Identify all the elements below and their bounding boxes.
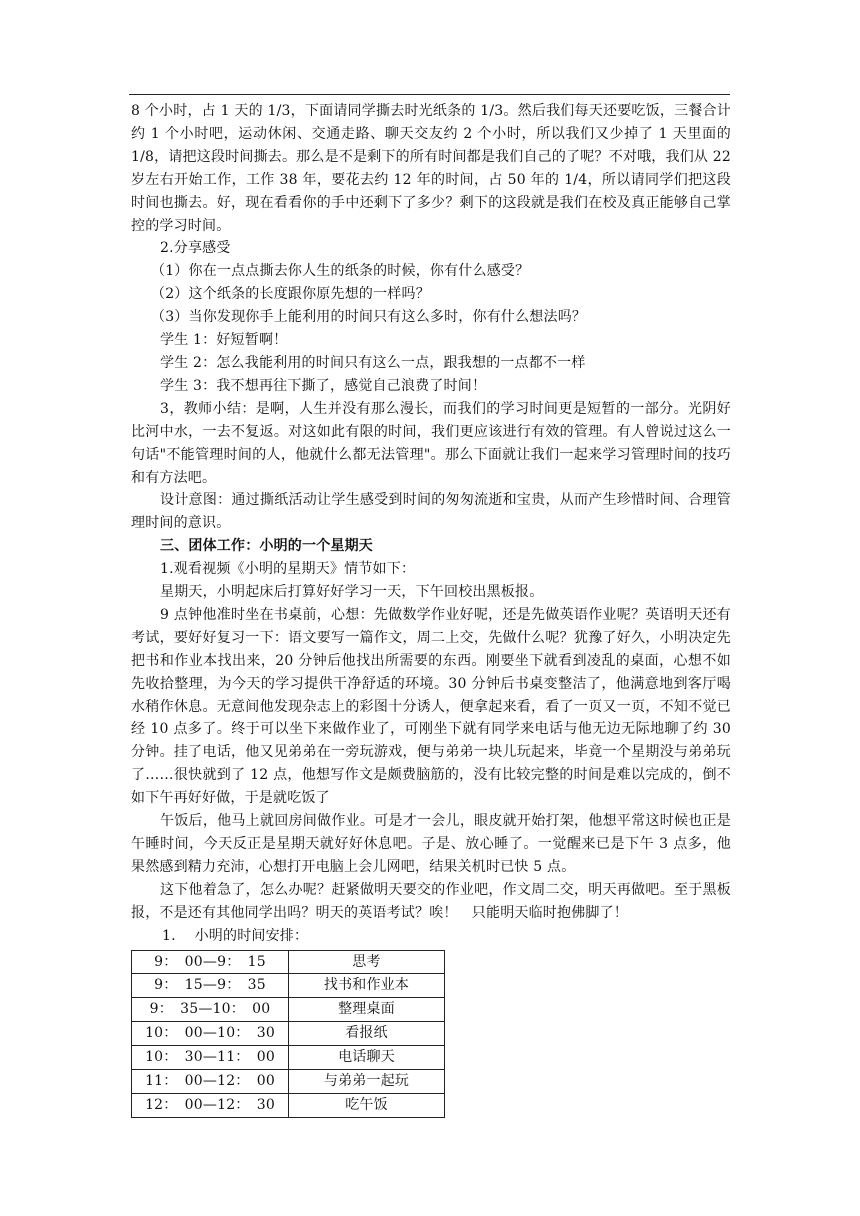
activity-cell: 吃午饭 <box>289 1093 445 1117</box>
paragraph: 8 个小时，占 1 天的 1/3，下面请同学撕去时光纸条的 1/3。然后我们每天还要吃饭，三餐合计约 1 个小时吧，运动休闲、交通走路、聊天交友约 2 个小时，所以我们又少掉了 1 天里面的 1/8，请把这段时间撕去。那么是不是剩下的所有时间都是我们自己的了呢？不对哦，我们从 22 岁左右开始工作，工作 38 年，要花去约 12 年的时间，占 50 年的 1/4，所以请同学们把这段时间也撕去。好，现在看看你的手中还剩下了多少？剩下的这段就是我们在校及真正能够自己掌控的学习时间。 <box>131 103 731 234</box>
paragraph: 设计意图：通过撕纸活动让学生感受到时间的匆匆流逝和宝贵，从而产生珍惜时间、合理管理时间的意识。 <box>131 492 731 532</box>
activity-cell: 整理桌面 <box>289 998 445 1022</box>
schedule-table <box>131 950 445 1118</box>
table-row <box>132 950 445 974</box>
document-body <box>131 100 731 1118</box>
paragraph: 星期天，小明起床后打算好好学习一天，下午回校出黑板报。 <box>160 584 544 601</box>
table-row <box>132 1046 445 1070</box>
table-row <box>132 1093 445 1117</box>
time-cell: 9： 35—10： 00 <box>132 998 289 1022</box>
paragraph: 这下他着急了，怎么办呢？赶紧做明天要交的作业吧，作文周二交，明天再做吧。至于黑板报，不是还有其他同学出吗？明天的英语考试？唉！ 只能明天临时抱佛脚了！ <box>131 881 731 921</box>
activity-cell: 电话聊天 <box>289 1046 445 1070</box>
paragraph: （3）当你发现你手上能利用的时间只有这么多时，你有什么想法吗？ <box>151 309 587 326</box>
time-cell: 10： 30—11： 00 <box>132 1046 289 1070</box>
time-cell: 10： 00—10： 30 <box>132 1022 289 1046</box>
section-heading: 三、团体工作：小明的一个星期天 <box>160 538 373 555</box>
schedule-label: 1. 小明的时间安排： <box>162 927 309 944</box>
time-cell: 11： 00—12： 00 <box>132 1070 289 1094</box>
header-rule <box>129 94 730 95</box>
paragraph: （2）这个纸条的长度跟你原先想的一样吗？ <box>151 286 430 303</box>
activity-cell: 找书和作业本 <box>289 974 445 998</box>
time-cell: 9： 00—9： 15 <box>132 950 289 974</box>
table-row <box>132 998 445 1022</box>
activity-cell: 与弟弟一起玩 <box>289 1070 445 1094</box>
time-cell: 9： 15—9： 35 <box>132 974 289 998</box>
activity-cell: 思考 <box>289 950 445 974</box>
paragraph: 学生 2：怎么我能利用的时间只有这么一点，跟我想的一点都不一样 <box>160 354 586 371</box>
paragraph: 2.分享感受 <box>160 240 231 257</box>
paragraph: 学生 3：我不想再往下撕了，感觉自己浪费了时间！ <box>160 377 487 394</box>
paragraphs <box>131 100 731 925</box>
paragraph: 午饭后，他马上就回房间做作业。可是才一会儿，眼皮就开始打架，他想平常这时候也正是午睡时间，今天反正是星期天就好好休息吧。子是、放心睡了。一觉醒来已是下午 3 点多，他果然感到精力充沛，心想打开电脑上会儿网吧，结果关机时已快 5 点。 <box>131 813 731 875</box>
paragraph: 学生 1：好短暂啊！ <box>160 332 288 349</box>
table-row <box>132 1022 445 1046</box>
paragraph: 9 点钟他准时坐在书桌前，心想：先做数学作业好呢，还是先做英语作业呢？英语明天还有考试，要好好复习一下：语文要写一篇作文，周二上交，先做什么呢？犹豫了好久，小明决定先把书和作业本找出来，20 分钟后他找出所需要的东西。刚要坐下就看到凌乱的桌面，心想不如先收拾整理，为今天的学习提供干净舒适的环境。30 分钟后书桌变整洁了，他满意地到客厅喝水稍作休息。无意间他发现杂志上的彩图十分诱人，便拿起来看，看了一页又一页，不知不觉已经 10 点多了。终于可以坐下来做作业了，可刚坐下就有同学来电话与他无边无际地聊了约 30 分钟。挂了电话，他又见弟弟在一旁玩游戏，便与弟弟一块儿玩起来，毕竟一个星期没与弟弟玩了……很快就到了 12 点，他想写作文是颇费脑筋的，没有比较完整的时间是难以完成的，倒不如下午再好好做，于是就吃饭了 <box>131 606 731 807</box>
table-row <box>132 974 445 998</box>
activity-cell: 看报纸 <box>289 1022 445 1046</box>
table-row <box>132 1070 445 1094</box>
paragraph: 3，教师小结：是啊，人生并没有那么漫长，而我们的学习时间更是短暂的一部分。光阴好比河中水，一去不复返。对这如此有限的时间，我们更应该进行有效的管理。有人曾说过这么一句话"不能管理时间的人，他就什么都无法管理"。那么下面就让我们一起来学习管理时间的技巧和有方法吧。 <box>131 400 731 486</box>
paragraph: 1.观看视频《小明的星期天》情节如下： <box>160 561 416 578</box>
time-cell: 12： 00—12： 30 <box>132 1093 289 1117</box>
paragraph: （1）你在一点点撕去你人生的纸条的时候，你有什么感受？ <box>151 263 530 280</box>
